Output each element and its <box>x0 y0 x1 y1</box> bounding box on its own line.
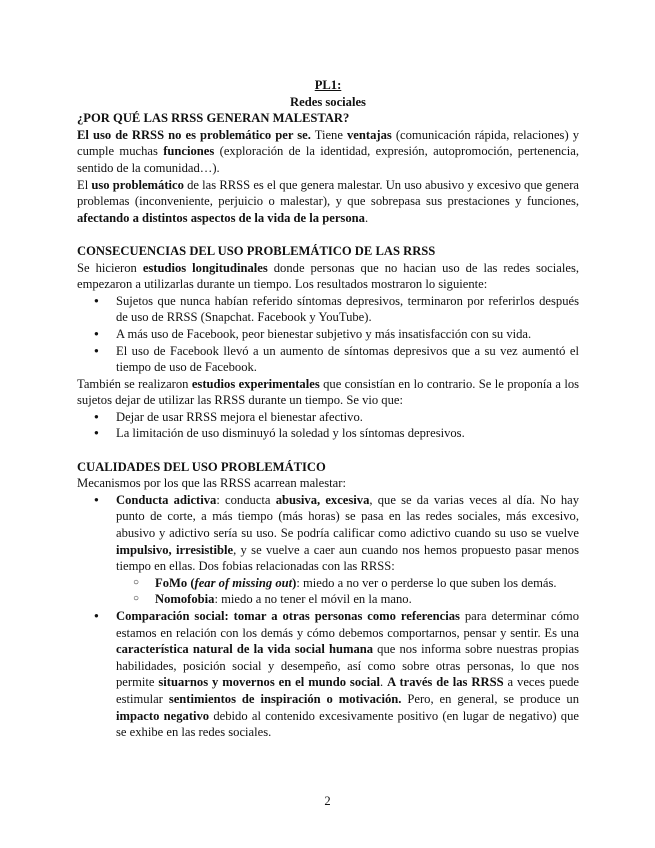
bold-text: característica natural de la vida social humana <box>116 642 374 657</box>
text: El <box>77 177 92 192</box>
section-heading-malestar: ¿POR QUÉ LAS RRSS GENERAN MALESTAR? <box>77 111 350 126</box>
sub-list-item-nomofobia <box>116 591 579 608</box>
text: : miedo a no tener el móvil en la mano. <box>214 592 412 607</box>
sub-list-fobias <box>116 575 579 608</box>
spacer <box>77 442 579 459</box>
doc-title-code: PL1: <box>314 78 342 92</box>
bold-text: Comparación social: tomar a otras personas como referencias <box>116 609 460 623</box>
list-item: ● Dejar de usar RRSS mejora el bienestar afectivo. <box>77 409 579 426</box>
sub-list-item-fomo <box>116 575 579 592</box>
text: a veces puede estimular <box>116 675 580 706</box>
text: para determinar cómo estamos en relación con los demás y cómo debemos comportarnos, pensar y sentir. Es una <box>116 609 579 640</box>
bold-text: afectando a distintos aspectos de la vida de la persona <box>77 210 365 225</box>
bold-text: Conducta adictiva <box>116 492 217 507</box>
list-item-conducta-adictiva <box>77 492 579 608</box>
bold-text: sentimientos de inspiración o motivación. <box>168 691 402 706</box>
text: : conducta <box>216 492 276 507</box>
text: . <box>364 210 369 225</box>
document-page <box>77 77 579 741</box>
text: debido al contenido excesivamente positivo (en lugar de negativo) que se exhibe en las redes sociales. <box>116 708 579 740</box>
text: de las RRSS es el que genera malestar. Un uso abusivo y excesivo que genera problemas (inconveniente, perjuicio o malestar), y que sobrepasa sus prestaciones y funciones, <box>77 177 579 209</box>
bold-text: A través de las RRSS <box>387 675 504 690</box>
bullet-list-experimentales <box>77 409 579 442</box>
bold-text <box>155 576 296 590</box>
list-item: ● A más uso de Facebook, peor bienestar subjetivo y más insatisfacción con su vida. <box>77 326 579 343</box>
text: (exploración de la identidad, expresión, autopromoción, pertenencia, sentido de la comunidad…). <box>77 144 579 175</box>
text: , y se vuelve a caer aun cuando nos hemos propuesto pasar menos tiempo en ellas. Dos fobias relacionadas con las RRSS: <box>116 542 579 574</box>
bold-text: funciones <box>163 144 215 159</box>
text: FoMo ( <box>155 575 195 590</box>
paragraph-mecanismos: Mecanismos por los que las RRSS acarrean malestar: <box>77 476 346 491</box>
bold-text: estudios experimentales <box>191 376 320 391</box>
paragraph-uso-problematico <box>77 177 579 227</box>
text: . <box>380 675 388 690</box>
bold-text: El uso de RRSS no es problemático per se. <box>77 127 311 142</box>
list-item: ● La limitación de uso disminuyó la soledad y los síntomas depresivos. <box>77 425 579 442</box>
italic-text: fear of missing out <box>194 575 293 590</box>
text: Se hicieron <box>77 260 143 275</box>
text: donde personas que no hacian uso de las redes sociales, empezaron a utilizarlas durante un tiempo. Los resultados mostraron lo siguiente: <box>77 260 579 292</box>
bold-text: Nomofobia <box>155 592 215 607</box>
text: También se realizaron <box>77 376 192 391</box>
list-item: ● El uso de Facebook llevó a un aumento de síntomas depresivos que a su vez aumentó el tiempo de uso de Facebook. <box>77 343 579 376</box>
text: (comunicación rápida, relaciones) y cumple muchas <box>77 127 579 159</box>
doc-title: Redes sociales <box>290 94 366 109</box>
bold-text: uso problemático <box>91 177 184 192</box>
bold-text: estudios longitudinales <box>142 260 268 275</box>
spacer <box>77 226 579 243</box>
bold-text: abusiva, excesiva <box>275 492 370 507</box>
bullet-list-longitudinales <box>77 293 579 376</box>
section-heading-consecuencias: CONSECUENCIAS DEL USO PROBLEMÁTICO DE LAS RRSS <box>77 243 436 258</box>
text: que consistían en lo contrario. Se le proponía a los sujetos dejar de utilizar las RRSS durante un tiempo. Se vio que: <box>77 376 580 408</box>
section-heading-cualidades: CUALIDADES DEL USO PROBLEMÁTICO <box>77 459 326 474</box>
bold-text: ventajas <box>347 127 392 142</box>
bold-text: situarnos y movernos en el mundo social <box>158 675 381 690</box>
list-item: ● Sujetos que nunca habían referido síntomas depresivos, terminaron por referirlos después de uso de RRSS (Snapchat. Facebook y YouTube). <box>77 293 579 326</box>
bold-text: impulsivo, irresistible <box>116 542 234 557</box>
paragraph-uso-rrss <box>77 127 579 177</box>
paragraph-longitudinales <box>77 260 579 293</box>
text: Tiene <box>310 127 347 142</box>
bold-text: impacto negativo <box>116 708 210 723</box>
bullet-list-mecanismos <box>77 492 579 741</box>
text: : miedo a no ver o perderse lo que suben los demás. <box>296 575 557 590</box>
paragraph-experimentales <box>77 376 579 409</box>
text: , que se da varias veces al día. No hay punto de corte, a más tiempo (más horas) se pasa en las redes sociales, más excesivo, abusivo y adictivo sería su uso. Se podría calificar como adictivo cuando su uso se vuelve <box>116 492 580 541</box>
list-item-comparacion-social <box>77 608 579 741</box>
page-number: 2 <box>324 794 331 808</box>
text: ) <box>292 575 297 590</box>
text: Pero, en general, se produce un <box>401 691 580 706</box>
text: que nos informa sobre nuestras propias habilidades, posición social y desempeño, así como sobre otras personas, lo que nos permite <box>116 642 579 690</box>
